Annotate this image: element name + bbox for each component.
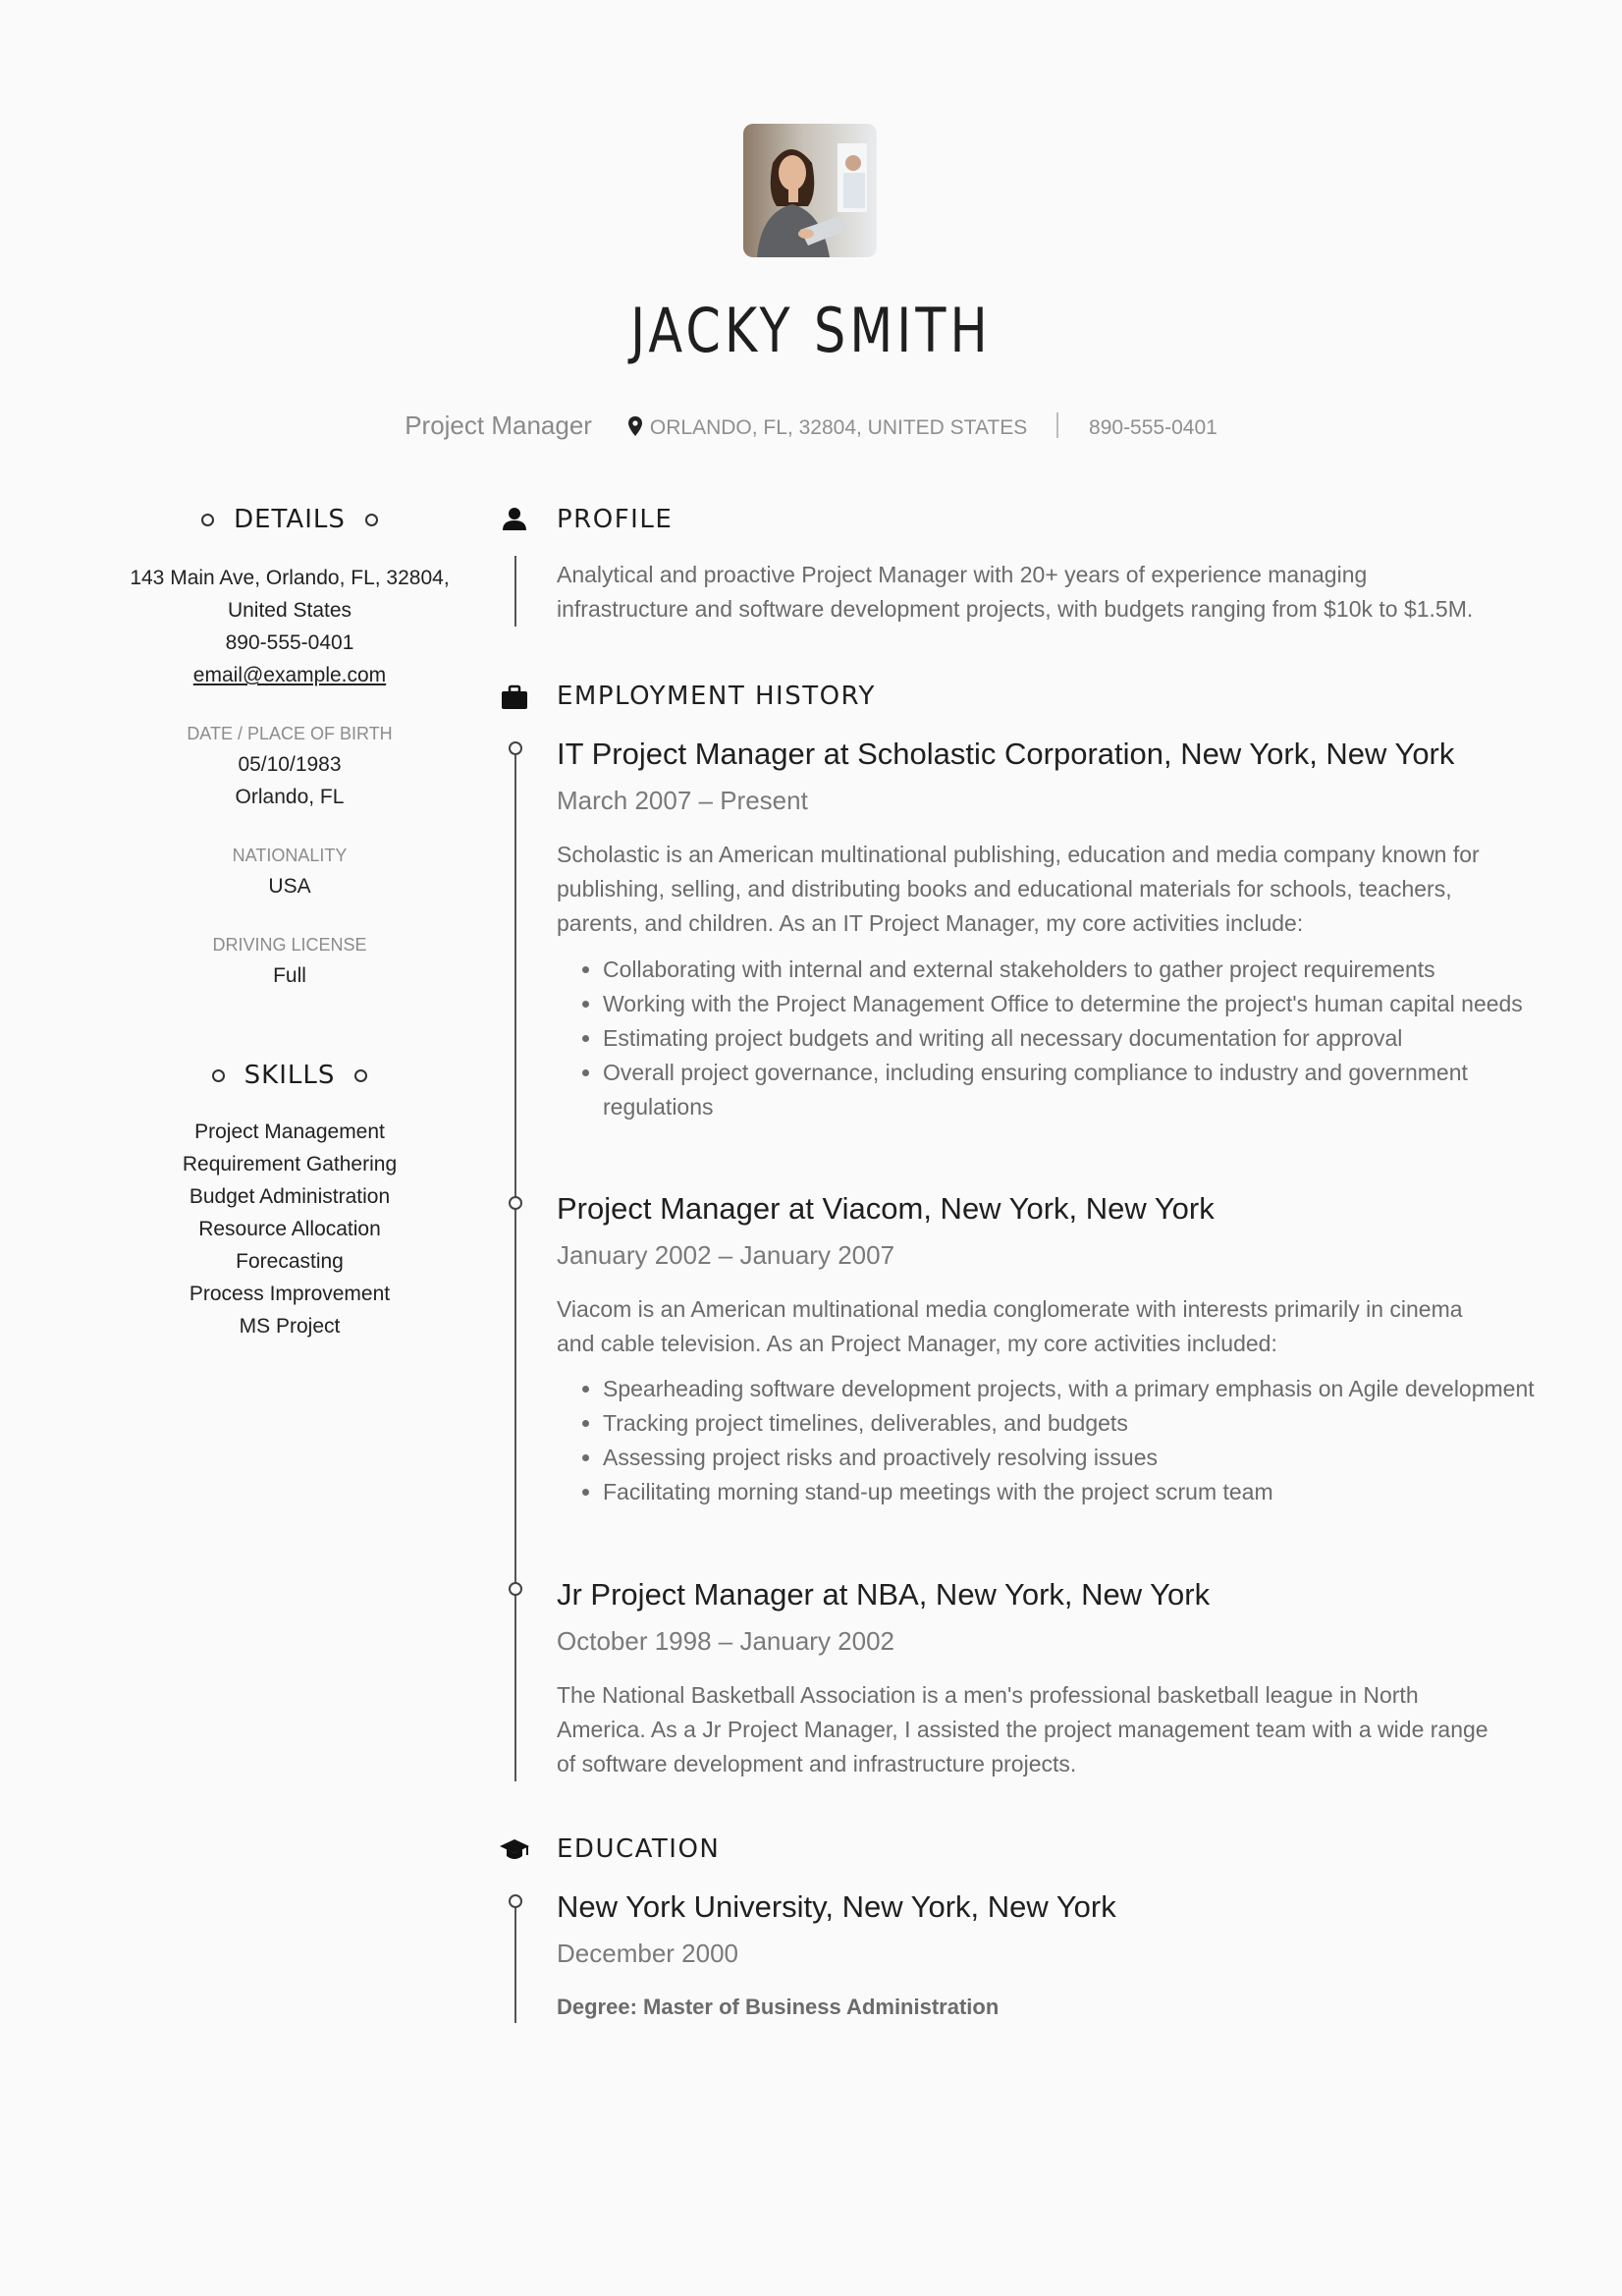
profile-photo (743, 124, 877, 257)
nationality-value: USA (268, 875, 311, 898)
list-item: • Spearheading software development projects, with a primary emphasis on Agile development (603, 1372, 1545, 1406)
license-label: DRIVING LICENSE (212, 935, 367, 955)
skills-heading (118, 1061, 461, 1090)
list-item: • Facilitating morning stand-up meetings with the project scrum team (603, 1475, 1545, 1509)
timeline-node (509, 1582, 522, 1596)
job-bullets-1 (557, 953, 1545, 1124)
degree: Degree: Master of Business Administration (557, 1995, 1000, 2019)
timeline-node (509, 1894, 522, 1908)
skill-item: Requirement Gathering (182, 1153, 398, 1175)
header-phone: 890-555-0401 (1089, 416, 1217, 439)
job-dates-1: March 2007 – Present (557, 786, 808, 815)
header-subline (0, 410, 1622, 442)
skill-item: Budget Administration (189, 1185, 391, 1208)
list-item: • Assessing project risks and proactively resolving issues (603, 1441, 1545, 1475)
list-item: • Estimating project budgets and writing all necessary documentation for approval (603, 1021, 1545, 1056)
graduation-cap-icon (499, 1834, 530, 1866)
education-dates: December 2000 (557, 1939, 738, 1968)
list-item: • Overall project governance, including ensuring compliance to industry and government regulations (603, 1056, 1545, 1124)
nationality-label: NATIONALITY (232, 846, 348, 865)
details-section (118, 505, 461, 992)
timeline-node (509, 741, 522, 755)
divider (1056, 412, 1058, 438)
details-heading (118, 505, 461, 534)
details-heading-text: DETAILS (234, 505, 346, 534)
briefcase-icon (499, 682, 530, 713)
timeline-node (509, 1196, 522, 1210)
address-line-1: 143 Main Ave, Orlando, FL, 32804, (130, 567, 450, 589)
dob-value: 05/10/1983 (238, 753, 342, 776)
timeline-line (514, 752, 516, 1781)
job-title-3: Jr Project Manager at NBA, New York, New York (557, 1577, 1211, 1612)
skills-section (118, 1061, 461, 1342)
timeline-line (514, 556, 516, 627)
license-value: Full (273, 964, 306, 987)
address-line-2: United States (227, 599, 352, 622)
job-dates-2: January 2002 – January 2007 (557, 1240, 895, 1270)
skills-heading-text: SKILLS (243, 1061, 336, 1090)
job-description-2: Viacom is an American multinational media conglomerate with interests primarily in cinema and cable television. As an Project Manager, my core activities included: (557, 1296, 1463, 1356)
employment-heading: EMPLOYMENT HISTORY (557, 682, 876, 711)
location (628, 416, 1033, 439)
job-title: Project Manager (405, 410, 592, 440)
skill-item: Resource Allocation (198, 1218, 381, 1240)
job-title-2: Project Manager at Viacom, New York, New York (557, 1191, 1215, 1226)
list-item: • Collaborating with internal and external stakeholders to gather project requirements (603, 953, 1545, 987)
list-item: • Working with the Project Management Office to determine the project's human capital needs (603, 987, 1545, 1021)
candidate-name: JACKY SMITH (630, 295, 992, 366)
dob-label: DATE / PLACE OF BIRTH (187, 724, 393, 743)
job-description-1: Scholastic is an American multinational publishing, education and media company known for publishing, selling, and distributing books and educational materials for schools, teachers, parents, and children. As an IT Project Manager, my core activities include: (557, 842, 1480, 936)
profile-heading: PROFILE (557, 505, 674, 534)
details-phone: 890-555-0401 (225, 631, 354, 654)
education-heading: EDUCATION (557, 1834, 721, 1864)
birthplace-value: Orlando, FL (235, 786, 345, 808)
list-item: • Tracking project timelines, deliverables, and budgets (603, 1406, 1545, 1441)
job-description-3: The National Basketball Association is a men's professional basketball league in North America. As a Jr Project Manager, I assisted the project management team with a wide range of software development and infrastructure projects. (557, 1682, 1488, 1777)
timeline-line (514, 1905, 516, 2023)
job-dates-3: October 1998 – January 2002 (557, 1626, 895, 1656)
school-name: New York University, New York, New York (557, 1889, 1116, 1924)
skill-item: Process Improvement (189, 1283, 391, 1305)
ring-icon (212, 1069, 225, 1082)
ring-icon (201, 514, 214, 526)
skill-item: MS Project (239, 1315, 341, 1338)
skill-item: Forecasting (236, 1250, 344, 1273)
ring-icon (354, 1069, 367, 1082)
job-bullets-2 (557, 1372, 1545, 1509)
ring-icon (365, 514, 378, 526)
profile-text: Analytical and proactive Project Manager with 20+ years of experience managing infrastructure and software development projects, with budgets ranging from $10k to $1.5M. (557, 562, 1474, 622)
skill-item: Project Management (194, 1121, 385, 1143)
job-title-1: IT Project Manager at Scholastic Corporation, New York, New York (557, 737, 1455, 771)
person-icon (499, 505, 530, 536)
location-text: ORLANDO, FL, 32804, UNITED STATES (649, 416, 1028, 439)
location-pin-icon (628, 416, 642, 442)
email-link[interactable]: email@example.com (192, 664, 387, 686)
